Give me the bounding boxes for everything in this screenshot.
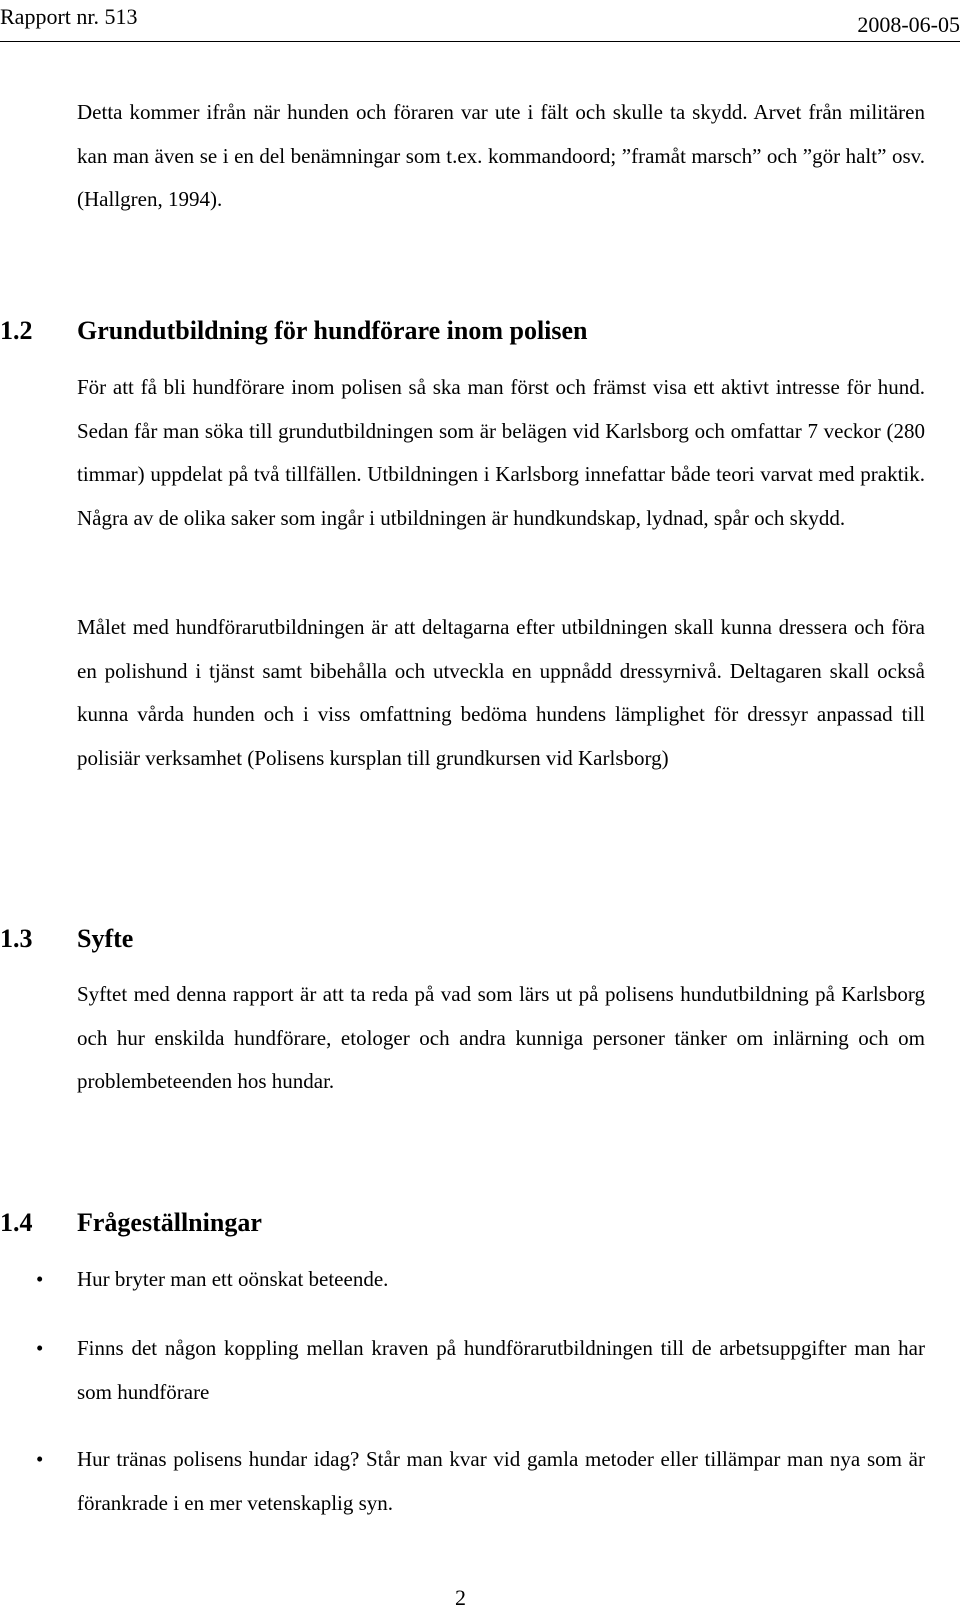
header-rule bbox=[0, 41, 960, 42]
list-item-text: Hur bryter man ett oönskat beteende. bbox=[77, 1267, 389, 1291]
report-date: 2008-06-05 bbox=[857, 12, 960, 37]
section-number: 1.2 bbox=[0, 316, 33, 345]
report-number: Rapport nr. 513 bbox=[0, 4, 138, 29]
page-header bbox=[0, 4, 960, 40]
section-number: 1.3 bbox=[0, 924, 33, 953]
bullet-icon: • bbox=[36, 1267, 44, 1291]
section-title: Grundutbildning för hundförare inom polisen bbox=[77, 316, 588, 345]
list-item-text: Finns det någon koppling mellan kraven på hundförarutbildningen till de arbetsuppgifter man har som hundförare bbox=[77, 1336, 925, 1404]
list-item-text: Hur tränas polisens hundar idag? Står man kvar vid gamla metoder eller tillämpar man nya som är förankrade i en mer vetenskaplig syn. bbox=[77, 1447, 925, 1515]
paragraph-training-goal: Målet med hundförarutbildningen är att deltagarna efter utbildningen skall kunna dressera och föra en polishund i tjänst samt bibehålla och utveckla en uppnådd dressyrnivå. Deltagaren skall också kunna vårda hunden och i viss omfattning bedöma hundens lämplighet för dressyr anpassad till polisiär verksamhet (Polisens kursplan till grundkursen vid Karlsborg) bbox=[77, 615, 925, 770]
page-number: 2 bbox=[455, 1585, 466, 1610]
section-title: Frågeställningar bbox=[77, 1208, 262, 1237]
bullet-icon: • bbox=[36, 1336, 44, 1360]
bullet-icon: • bbox=[36, 1447, 44, 1471]
section-number: 1.4 bbox=[0, 1208, 33, 1237]
paragraph-training-overview: För att få bli hundförare inom polisen så ska man först och främst visa ett aktivt intresse för hund. Sedan får man söka till grundutbildningen som är belägen vid Karlsborg och omfattar 7 veckor (280 timmar) uppdelat på två tillfällen. Utbildningen i Karlsborg innefattar både teori varvat med praktik. Några av de olika saker som ingår i utbildningen är hundkundskap, lydnad, spår och skydd. bbox=[77, 375, 925, 530]
intro-paragraph: Detta kommer ifrån när hunden och föraren var ute i fält och skulle ta skydd. Arvet från militären kan man även se i en del benämningar som t.ex. kommandoord; ”framåt marsch” och ”gör halt” osv. (Hallgren, 1994). bbox=[77, 100, 925, 212]
paragraph-purpose: Syftet med denna rapport är att ta reda på vad som lärs ut på polisens hundutbildning på Karlsborg och hur enskilda hundförare, etologer och andra kunniga personer tänker om inlärning och om problembeteenden hos hundar. bbox=[77, 982, 925, 1094]
section-title: Syfte bbox=[77, 924, 134, 953]
